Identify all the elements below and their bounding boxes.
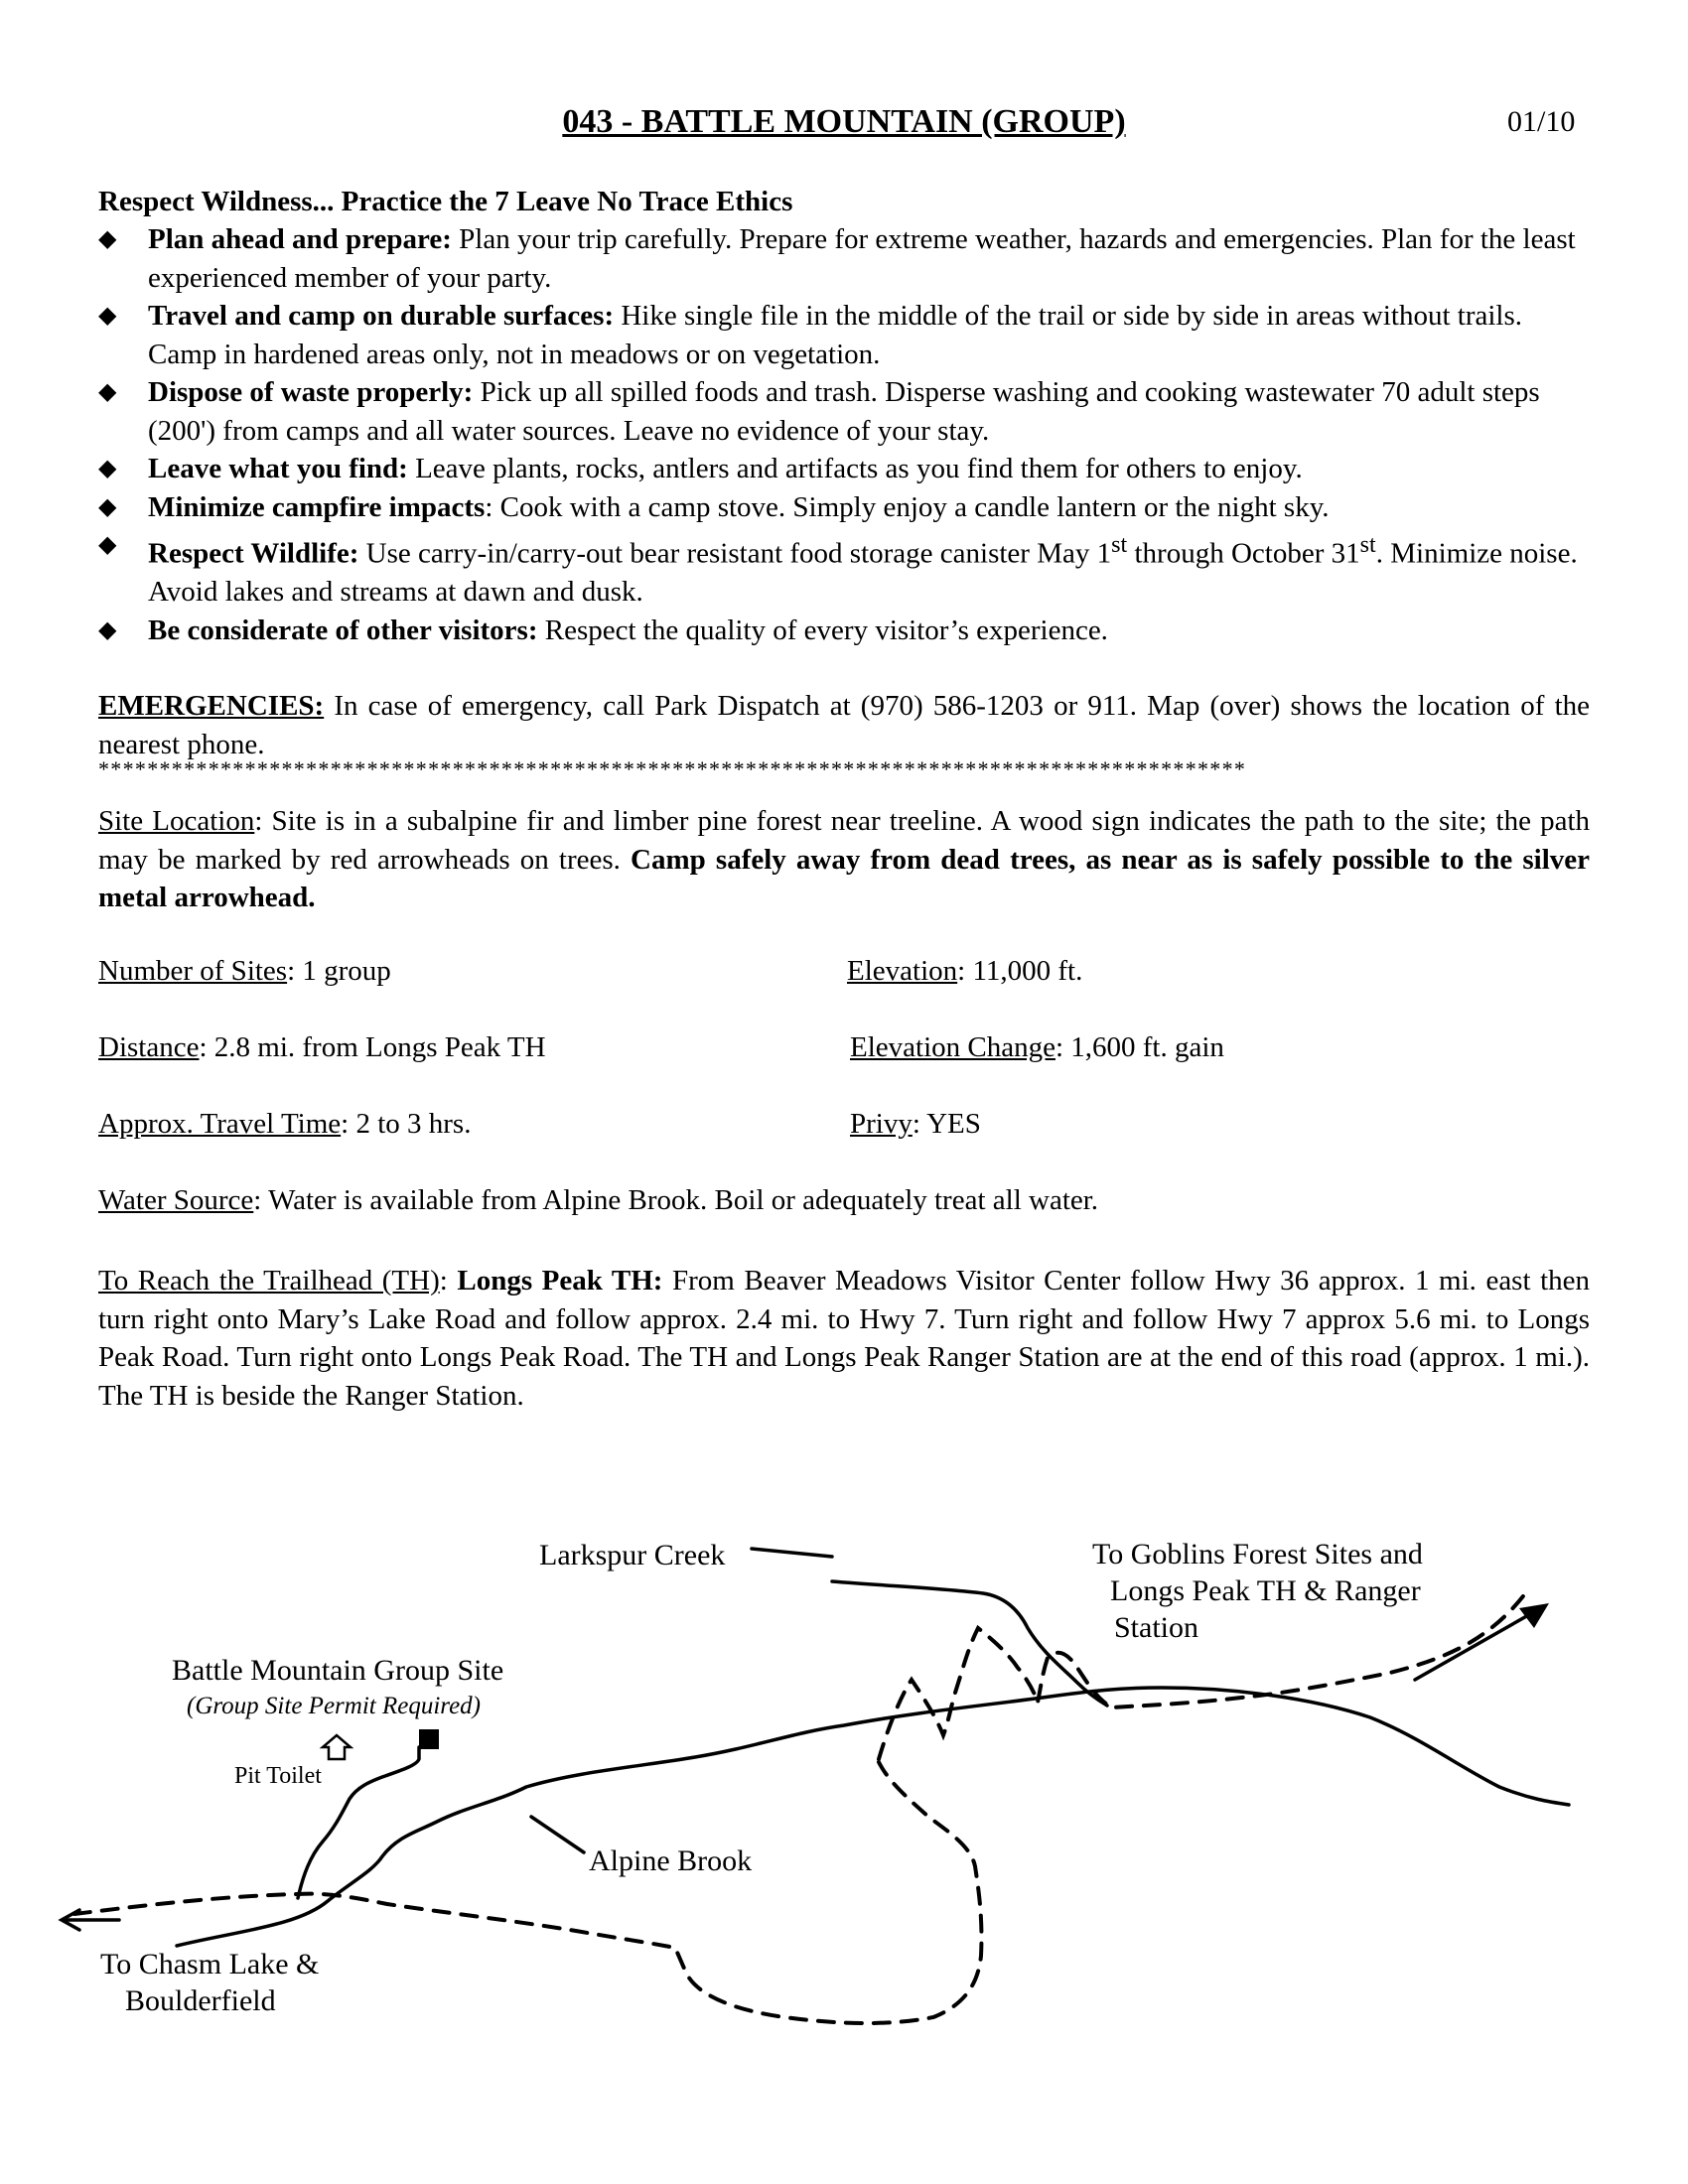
larkspur-label-leader [752,1549,832,1557]
field-label: Elevation Change [850,1031,1055,1063]
field-value: : 2 to 3 hrs. [341,1108,472,1140]
item-label: Be considerate of other visitors: [148,614,538,646]
field-value: : YES [912,1108,981,1140]
trailhead-name: Longs Peak TH: [457,1265,663,1297]
site-location-warning: Camp safely away from dead trees, as near as is safely possible to the silver metal arrowhead. [98,843,1590,913]
item-text: . Minimize noise. Avoid lakes and streams at dawn and dusk. [148,537,1578,609]
item-text: : Cook with a camp stove. Simply enjoy a candle lantern or the night sky. [485,490,1330,523]
trailhead-paragraph [98,1262,1590,1415]
field-value: : 11,000 ft. [957,955,1083,987]
field-value: : 1,600 ft. gain [1055,1031,1224,1063]
pit-toilet-label: Pit Toilet [234,1763,322,1789]
larkspur-creek-line [832,1581,1107,1706]
separator-line: ********************************************************************************************** [98,756,1247,781]
group-site-marker [419,1729,439,1749]
permit-note: (Group Site Permit Required) [187,1693,481,1719]
privy [850,1108,981,1141]
item-label: Minimize campfire impacts [148,490,486,523]
item-text: Use carry-in/carry-out bear resistant food storage canister May 1 [365,537,1112,570]
list-item [98,297,1598,373]
list-item [98,220,1598,297]
field-label: Water Source [98,1184,254,1216]
item-text: Respect the quality of every visitor’s experience. [544,614,1108,646]
diamond-bullet-icon: ◆ [98,379,117,405]
list-item [98,488,1598,527]
diamond-bullet-icon: ◆ [98,303,117,329]
arrow-up-right-head [1519,1603,1549,1628]
elevation [847,955,1082,988]
item-text: Hike single file in the middle of the trail or side by side in areas without trails. Camp in hardened areas only, not in meadows or on vegetation. [148,300,1523,370]
goblins-label-line-1: To Goblins Forest Sites and [1092,1538,1423,1570]
field-label: Privy [850,1108,913,1140]
diamond-bullet-icon: ◆ [98,532,117,558]
emergencies-label: EMERGENCIES: [98,690,325,722]
alpine-brook-line [177,1688,1569,1946]
diamond-bullet-icon: ◆ [98,616,117,643]
emergencies-paragraph [98,687,1590,763]
elevation-change [850,1031,1224,1064]
distance [98,1031,546,1064]
list-item [98,450,1598,488]
date-code: 01/10 [1507,105,1576,138]
item-text: Leave plants, rocks, antlers and artifacts as you find them for others to enjoy. [415,453,1303,484]
punctuation: : [439,1265,458,1297]
field-value: : Water is available from Alpine Brook. Boil or adequately treat all water. [253,1184,1099,1216]
field-label: Distance [98,1031,200,1063]
field-label: Elevation [847,955,958,987]
item-label: Travel and camp on durable surfaces: [148,300,615,332]
site-location-text: : Site is in a subalpine fir and limber pine forest near treeline. A wood sign indicates the path to the site; the path may be marked by red arrowheads on trees. [98,805,1591,876]
list-item [98,612,1598,650]
page-title: 043 - BATTLE MOUNTAIN (GROUP) [562,103,1126,140]
number-of-sites [98,955,391,988]
chasm-label-line-2: Boulderfield [125,1984,276,2017]
arrow-up-right-icon [1415,1610,1537,1680]
goblins-label-line-2: Longs Peak TH & Ranger [1110,1574,1421,1607]
alpine-brook-label: Alpine Brook [589,1844,753,1877]
field-value: : 1 group [287,955,391,987]
ordinal-suffix: st [1111,531,1128,558]
switchback-dashed [879,1588,1529,1759]
item-text: through October 31 [1127,537,1360,570]
travel-time [98,1108,471,1141]
site-location-paragraph [98,802,1590,917]
ordinal-suffix: st [1359,531,1376,558]
trailhead-label: To Reach the Trailhead (TH) [98,1265,440,1297]
larkspur-creek-label: Larkspur Creek [539,1539,726,1571]
diamond-bullet-icon: ◆ [98,493,117,520]
item-text: Plan your trip carefully. Prepare for extreme weather, hazards and emergencies. Plan for the least experienced member of your party. [148,223,1576,294]
pit-toilet-icon [323,1735,351,1759]
item-label: Plan ahead and prepare: [148,223,452,255]
item-label: Leave what you find: [148,453,408,484]
water-source [98,1184,1098,1217]
diamond-bullet-icon: ◆ [98,456,117,481]
field-label: Approx. Travel Time [98,1108,342,1140]
alpine-brook-leader [531,1817,584,1852]
trail-map [0,1489,1688,2045]
field-label: Number of Sites [98,955,288,987]
item-label: Respect Wildlife: [148,537,359,570]
emergencies-text: In case of emergency, call Park Dispatch at (970) 586-1203 or 911. Map (over) shows the location of the nearest phone. [98,690,1590,760]
chasm-label-line-1: To Chasm Lake & [100,1948,320,1980]
item-text: Pick up all spilled foods and trash. Disperse washing and cooking wastewater 70 adult steps (200') from camps and all water sources. Leave no evidence of your stay. [148,376,1540,447]
diamond-bullet-icon: ◆ [98,226,117,252]
field-value: : 2.8 mi. from Longs Peak TH [199,1031,546,1063]
trailhead-directions: From Beaver Meadows Visitor Center follow Hwy 36 approx. 1 mi. east then turn right onto Mary’s Lake Road and follow approx. 2.4 mi. to Hwy 7. Turn right and follow Hwy 7 approx 5.6 mi. to Longs Peak Road. Turn right onto Longs Peak Road. The TH and Longs Peak Ranger Station are at the end of this road (approx. 1 mi.). The TH is beside the Ranger Station. [98,1265,1590,1412]
list-item [98,526,1598,612]
list-item [98,373,1598,450]
leave-no-trace-list [98,220,1598,649]
site-location-label: Site Location [98,805,255,837]
group-site-label: Battle Mountain Group Site [172,1654,504,1687]
goblins-label-line-3: Station [1114,1611,1199,1644]
item-label: Dispose of waste properly: [148,376,474,408]
leave-no-trace-heading: Respect Wildness... Practice the 7 Leave No Trace Ethics [98,186,793,217]
